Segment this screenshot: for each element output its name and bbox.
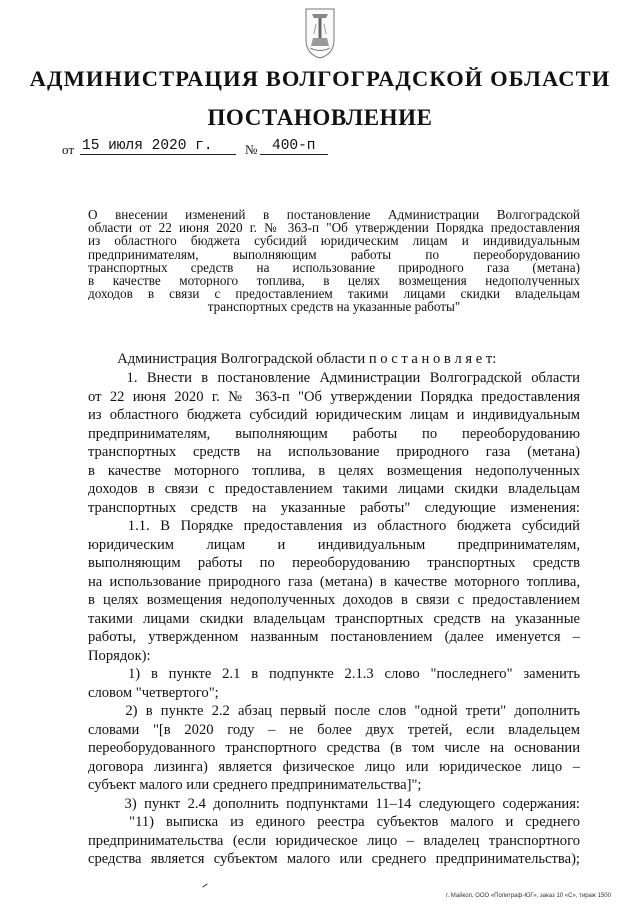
body-line: словом "четвертого";: [88, 684, 219, 701]
subject-line: в качестве моторного топлива, в целях возмещения недополученных: [88, 273, 580, 288]
subject-line: области от 22 июня 2020 г. № 363-п "Об утверждении Порядка предоставления: [88, 221, 580, 235]
date-prefix: от: [62, 142, 75, 157]
body-line: 1.1. В Порядке предоставления из областного бюджета субсидий: [88, 518, 580, 535]
document-type-heading: ПОСТАНОВЛЕНИЕ: [207, 105, 433, 130]
print-info-footer: г. Майкоп, ООО «Полиграф-ЮГ», заказ 10 «С», тираж 1500: [446, 893, 611, 899]
subject-line: предпринимателям, выполняющим работы по переоборудованию: [88, 247, 580, 261]
body-line: такими лицами скидки владельцам транспортных средств на указанные: [88, 610, 580, 627]
body-line: субъект малого или среднего предпринимательства]";: [88, 777, 422, 794]
body-line: Порядок):: [88, 647, 151, 664]
body-line: предпринимателям, выполняющим работы по переоборудованию: [88, 425, 580, 442]
scan-mark: [202, 883, 207, 887]
body-line: выполняющим работы по переоборудованию транспортных средств: [88, 555, 580, 572]
body-line: 1) в пункте 2.1 в подпункте 2.1.3 слово "последнего" заменить: [88, 666, 580, 683]
body-line: транспортных средств на указанные работы" следующие изменения:: [88, 499, 580, 516]
body-line: договора лизинга) является физическое лицо или юридическое лицо –: [88, 758, 580, 775]
subject-line: из областного бюджета субсидий юридическим лицам и индивидуальным: [88, 234, 580, 248]
body-line: юридическим лицам и индивидуальным предпринимателям,: [88, 536, 580, 553]
organization-title: АДМИНИСТРАЦИЯ ВОЛГОГРАДСКОЙ ОБЛАСТИ: [29, 66, 611, 91]
subject-line: доходов в связи с предоставлением такими лицами скидки владельцам: [88, 287, 580, 301]
document-subject: [88, 208, 580, 314]
body-line: из областного бюджета субсидий юридическим лицам и индивидуальным: [88, 407, 580, 424]
body-line: переоборудованного транспортного средства (в том числе на основании: [88, 740, 580, 757]
number-prefix: №: [245, 142, 258, 157]
body-line: Администрация Волгоградской области п о с т а н о в л я е т:: [88, 351, 497, 367]
body-line: "11) выписка из единого реестра субъектов малого и среднего: [88, 814, 580, 831]
body-line: 2) в пункте 2.2 абзац первый после слов "одной трети" дополнить: [88, 703, 580, 720]
body-line: средства является субъектом малого или среднего предпринимательства);: [88, 851, 580, 868]
body-line: доходов в связи с предоставлением такими лицами скидки владельцам: [88, 481, 580, 498]
body-line: от 22 июня 2020 г. № 363-п "Об утверждении Порядка предоставления: [88, 388, 580, 405]
body-line: на использование природного газа (метана) в качестве моторного топлива,: [88, 573, 580, 590]
subject-line: транспортных средств на использование природного газа (метана): [88, 260, 580, 274]
subject-line: О внесении изменений в постановление Администрации Волгоградской: [88, 208, 580, 222]
document-date: 15 июля 2020 г.: [82, 138, 213, 154]
document-number: 400-п: [272, 138, 316, 154]
body-line: работы, утвержденном названным постановлением (далее именуется –: [88, 629, 580, 646]
date-underline: [80, 154, 236, 155]
subject-line: транспортных средств на указанные работы": [207, 300, 461, 314]
body-line: предпринимательства (если юридическое лицо – владелец транспортного: [88, 832, 580, 849]
body-line: транспортных средств на использование природного газа (метана): [88, 444, 580, 461]
coat-of-arms-emblem-icon: [303, 6, 337, 60]
number-underline: [260, 154, 328, 155]
body-line: словами "[в 2020 году – не более двух третей, если владельцем: [88, 721, 580, 738]
body-line: 1. Внести в постановление Администрации Волгоградской области: [88, 370, 580, 387]
document-body: [88, 350, 580, 869]
body-line: в целях возмещения недополученных доходов в связи с предоставлением: [88, 592, 580, 609]
body-line: в качестве моторного топлива, в целях возмещения недополученных: [88, 462, 580, 479]
body-line: 3) пункт 2.4 дополнить подпунктами 11–14 следующего содержания:: [88, 795, 580, 812]
